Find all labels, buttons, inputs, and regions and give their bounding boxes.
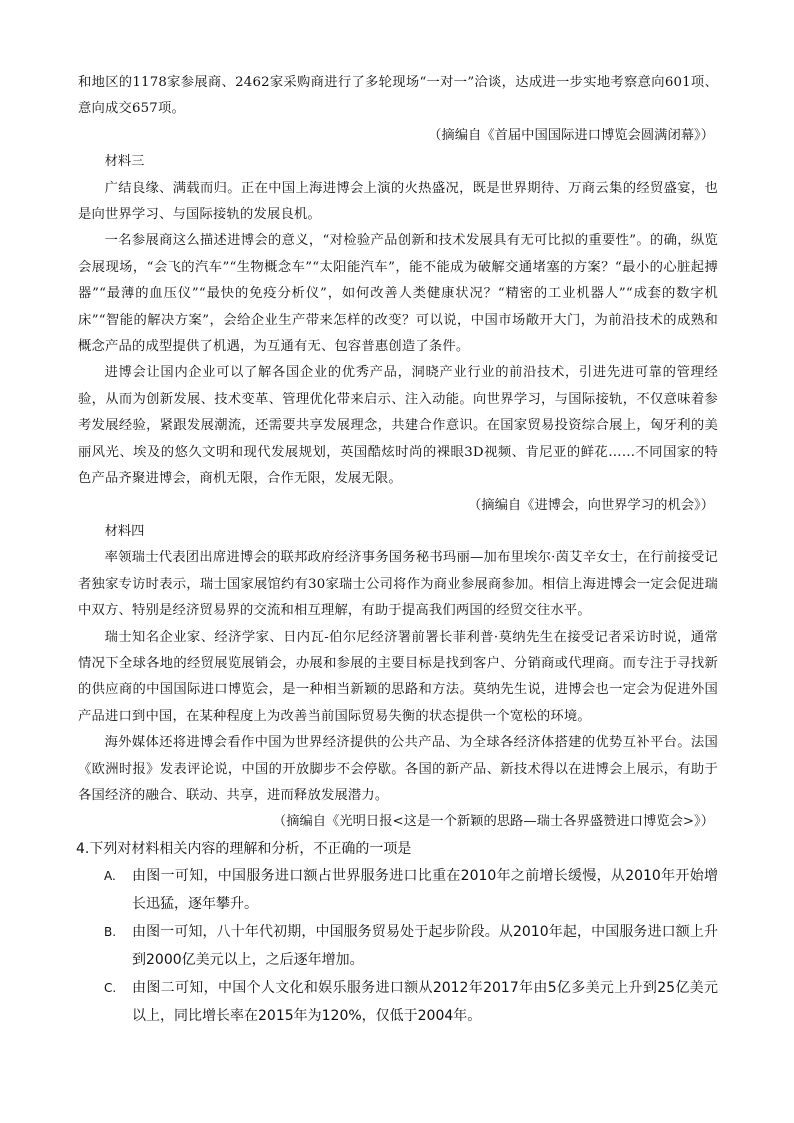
option-c-text: 由图二可知，中国个人文化和娱乐服务进口额从2012年2017年由5亿多美元上升到25亿美元以上，同比增长率在2015年为120%，仅低于2004年。 [132,979,718,1024]
option-a-label: A. [104,868,116,883]
intro-source: （摘编自《首届中国国际进口博览会圆满闭幕》） [428,127,714,143]
option-b [78,918,718,974]
option-b-text: 由图一可知，八十年代初期，中国服务贸易处于起步阶段。从2010年起，中国服务进口额上升到2000亿美元以上，之后逐年增加。 [132,923,718,968]
material3-paragraph-3: 进博会让国内企业可以了解各国企业的优秀产品，洞晓产业行业的前沿技术，引进先进可靠的管理经验，从而为创新发展、技术变革、管理优化带来启示、注入动能。向世界学习，与国际接轨，不仅意味着参考发展经验，紧跟发展潮流，还需要共享发展理念，共建合作意识。在国家贸易投资综合展上，匈牙利的美丽风光、埃及的悠久文明和现代发展规划，英国酷炫时尚的裸眼3D视频、肯尼亚的鲜花……不同国家的特色产品齐聚进博会，商机无限，合作无限，发展无限。 [78,365,718,487]
material3-paragraph-1: 广结良缘、满载而归。正在中国上海进博会上演的火热盛况，既是世界期待、万商云集的经贸盛宴，也是向世界学习、与国际接轨的发展良机。 [78,180,718,223]
material4-paragraph-3: 海外媒体还将进博会看作中国为世界经济提供的公共产品、为全球各经济体搭建的优势互补平台。法国《欧洲时报》发表评论说，中国的开放脚步不会停歇。各国的新产品、新技术得以在进博会上展示，有助于各国经济的融合、联动、共享，进而释放发展潜力。 [78,735,718,803]
option-c-label: C. [104,980,117,995]
option-a [78,862,718,918]
material4-paragraph-2: 瑞士知名企业家、经济学家、日内瓦-伯尔尼经济署前署长菲利普·莫纳先生在接受记者采访时说，通常情况下全球各地的经贸展览展销会，办展和参展的主要目标是找到客户、分销商或代理商。而专注于寻找新的供应商的中国国际进口博览会，是一种相当新颖的思路和方法。莫纳先生说，进博会也一定会为促进外国产品进口到中国，在某种程度上为改善当前国际贸易失衡的状态提供一个宽松的环境。 [78,629,718,724]
material4-heading: 材料四 [104,523,145,539]
material3-paragraph-2: 一名参展商这么描述进博会的意义，“对检验产品创新和技术发展具有无可比拟的重要性”。的确，纵览会展现场，“会飞的汽车”“生物概念车”“太阳能汽车”，能不能成为破解交通堵塞的方案？“最小的心脏起搏器”“最薄的血压仪”“最快的免疫分析仪”，如何改善人类健康状况？“精密的工业机器人”“成套的数字机床”“智能的解决方案”，会给企业生产带来怎样的改变？可以说，中国市场敞开大门，为前沿技术的成熟和概念产品的成型提供了机遇，为互通有无、包容普惠创造了条件。 [78,233,718,355]
material4-source: （摘编自《光明日报<这是一个新颖的思路—瑞士各界盛赞进口博览会>》） [272,814,714,830]
question-stem: 4.下列对材料相关内容的理解和分析，不正确的一项是 [76,840,412,857]
document-content [78,70,718,1030]
material3-heading: 材料三 [104,154,145,170]
intro-paragraph: 和地区的1178家参展商、2462家采购商进行了多轮现场“一对一”洽谈，达成进一步实地考察意向601项、意向成交657项。 [78,75,718,117]
option-b-label: B. [104,924,117,939]
material3-source: （摘编自《进博会，向世界学习的机会》） [468,497,714,513]
option-c [78,974,718,1030]
option-a-text: 由图一可知，中国服务进口额占世界服务进口比重在2010年之前增长缓慢，从2010年开始增长迅猛，逐年攀升。 [132,867,718,912]
material4-paragraph-1: 率领瑞士代表团出席进博会的联邦政府经济事务国务秘书玛丽—加布里埃尔·茵艾辛女士，在行前接受记者独家专访时表示，瑞士国家展馆约有30家瑞士公司将作为商业参展商参加。相信上海进博会一定会促进瑞中双方、特别是经济贸易界的交流和相互理解，有助于提高我们两国的经贸交往水平。 [78,550,718,619]
